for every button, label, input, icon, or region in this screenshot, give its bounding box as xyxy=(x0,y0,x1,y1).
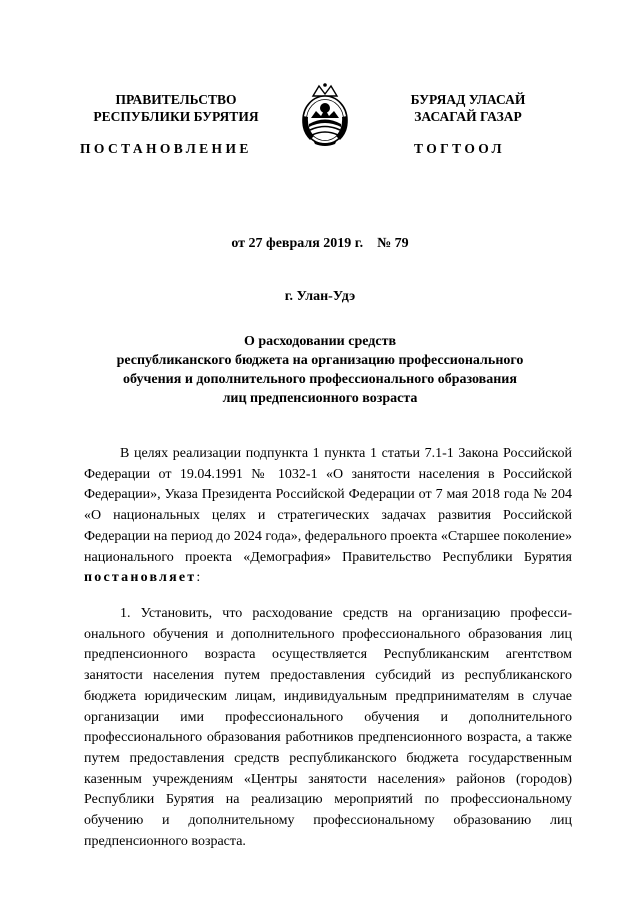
issuer-name-bua xyxy=(378,91,558,125)
issuer-name-ru xyxy=(66,91,286,125)
document-city: г. Улан-Удэ xyxy=(284,289,356,304)
doc-type-ru: ПОСТАНОВЛЕНИЕ xyxy=(80,141,252,156)
preamble-colon: : xyxy=(196,570,201,586)
document-title xyxy=(80,332,560,408)
preamble-text: В целях реализации подпункта 1 пункта 1 статьи 7.1-1 Закона Российской Федерации от 19.04.1991 № 1032-1 «О занятости населения в Российской Федерации», Указа Президента Российской Федерации от 7 мая 2018 года № 204 «О национальных целях и стратегических задачах развития Российской Федерации на период до 2024 года», федерального проекта «Старшее поколение» национального проекта «Демография» Правительство Республики Бурятия xyxy=(84,446,572,565)
coat-of-arms-icon xyxy=(300,82,350,148)
title-line: О расходовании средств xyxy=(243,334,397,349)
doc-type-bua: ТОГТООЛ xyxy=(414,141,505,156)
resolves-word: постановляет xyxy=(84,570,197,586)
document-number: № 79 xyxy=(377,236,409,251)
issuer-name-bua-line2: ЗАСАГАЙ ГАЗАР xyxy=(414,109,522,124)
document-date: от 27 февраля 2019 г. xyxy=(231,236,364,251)
clause-1-text: 1. Установить, что расходование средств на организацию профессионального обучения и дополнительного профессионального образования лиц предпенсионного возраста осуществляется Республиканским агентством занятости населения путем предоставления субсидий из республиканского бюджета юридическим лицам, индивидуальным предпринимателям в случае организации ими профессионального обучения и дополнительного профессионального образования работников предпенсионного возраста, а также путем предоставления средств республиканского бюджета государственным казенным учреждениям «Центры занятости населения» районов (городов) Республики Бурятия на реализацию мероприятий по профессиональному обучению и дополнительному профессиональному образованию лиц предпенсионного возраста. xyxy=(84,606,572,849)
clause-1-paragraph xyxy=(84,604,572,852)
preamble-paragraph xyxy=(84,444,572,589)
title-line: лиц предпенсионного возраста xyxy=(222,391,418,406)
issuer-name-ru-line1: ПРАВИТЕЛЬСТВО xyxy=(115,92,237,107)
title-line: обучения и дополнительного профессионального образования xyxy=(123,372,517,387)
title-line: республиканского бюджета на организацию профессионального xyxy=(116,353,524,368)
date-number-line xyxy=(0,236,640,252)
issuer-name-bua-line1: БУРЯАД УЛАСАЙ xyxy=(410,92,526,107)
issuer-name-ru-line2: РЕСПУБЛИКИ БУРЯТИЯ xyxy=(93,109,259,124)
